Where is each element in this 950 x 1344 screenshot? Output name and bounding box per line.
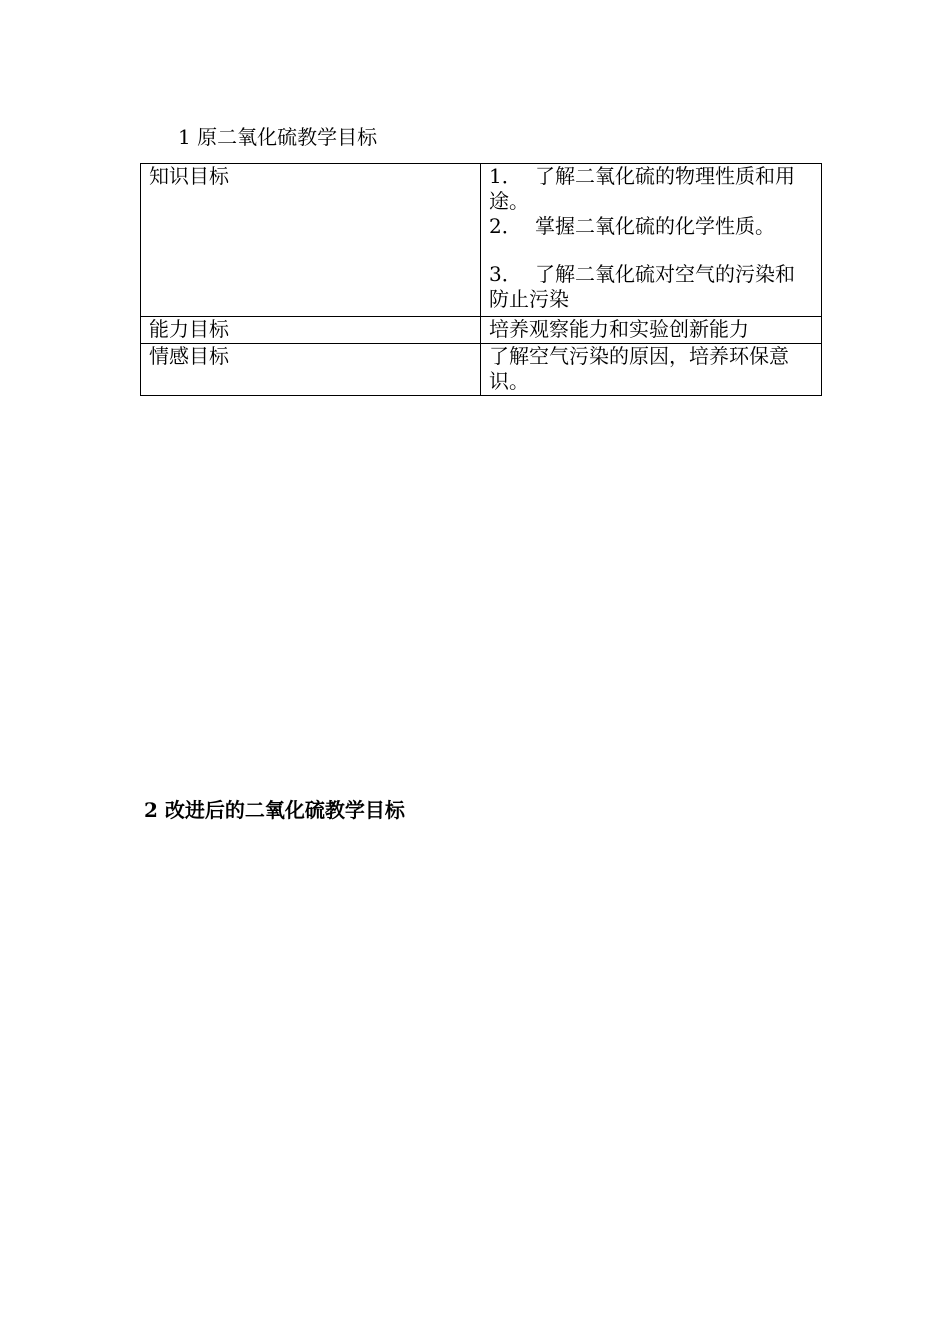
knowledge-item-1-text: 了解二氧化硫的物理性质和用途。 <box>489 164 795 213</box>
objectives-table <box>140 163 822 396</box>
emotion-label-cell <box>141 344 481 396</box>
knowledge-item-3 <box>489 262 813 312</box>
knowledge-item-2 <box>489 214 813 239</box>
knowledge-item-3-text: 了解二氧化硫对空气的污染和防止污染 <box>489 262 795 311</box>
ability-label-cell <box>141 317 481 344</box>
knowledge-item-3-number: 3． <box>489 262 522 286</box>
emotion-content-cell <box>481 344 822 396</box>
emotion-content: 了解空气污染的原因，培养环保意识。 <box>489 344 789 393</box>
knowledge-label: 知识目标 <box>149 164 229 188</box>
table-row-emotion <box>141 344 822 396</box>
knowledge-label-cell <box>141 164 481 317</box>
table-row-ability <box>141 317 822 344</box>
section-2-heading: 2 改进后的二氧化硫教学目标 <box>144 798 405 822</box>
table-row-knowledge <box>141 164 822 317</box>
ability-label: 能力目标 <box>149 317 229 341</box>
knowledge-content-cell <box>481 164 822 317</box>
emotion-label: 情感目标 <box>149 344 229 368</box>
section-1-heading: 1 原二氧化硫教学目标 <box>178 125 378 149</box>
ability-content-cell <box>481 317 822 344</box>
knowledge-item-1-number: 1． <box>489 164 522 188</box>
knowledge-item-2-text: 掌握二氧化硫的化学性质。 <box>535 214 775 238</box>
ability-content: 培养观察能力和实验创新能力 <box>489 317 749 341</box>
knowledge-item-2-number: 2． <box>489 214 522 238</box>
knowledge-item-1 <box>489 164 813 214</box>
